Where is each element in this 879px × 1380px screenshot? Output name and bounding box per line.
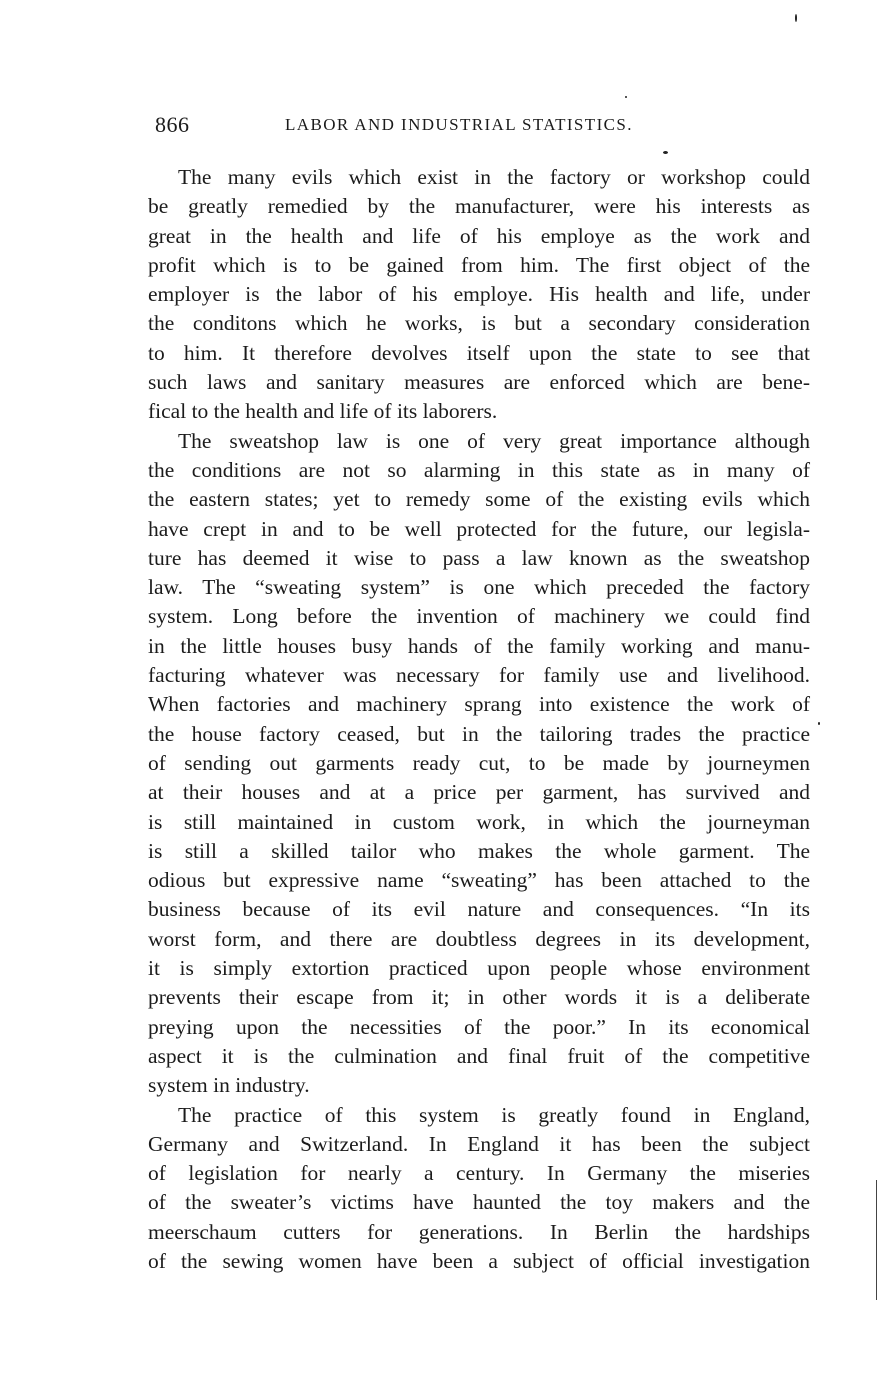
text-line: it is simply extortion practiced upon people whose environment <box>148 956 810 981</box>
text-line: prevents their escape from it; in other words it is a deliberate <box>148 985 810 1010</box>
text-line: of the sewing women have been a subject of official investigation <box>148 1248 810 1273</box>
text-line: system. Long before the invention of machinery we could find <box>148 604 810 629</box>
text-line: business because of its evil nature and consequences. “In its <box>148 897 810 922</box>
scan-speck <box>818 722 820 725</box>
text-line: the conditions are not so alarming in this state as in many of <box>148 457 810 482</box>
running-title: LABOR AND INDUSTRIAL STATISTICS. <box>285 115 633 134</box>
paragraph-2 <box>148 427 810 1101</box>
text-line: is still a skilled tailor who makes the whole garment. The <box>148 838 810 863</box>
text-line: in the little houses busy hands of the family working and manu- <box>148 633 810 658</box>
text-line: Germany and Switzerland. In England it has been the subject <box>148 1131 810 1156</box>
scan-speck <box>795 14 797 22</box>
text-line: law. The “sweating system” is one which preceded the factory <box>148 575 810 600</box>
page-number: 866 <box>155 112 190 137</box>
text-line: fical to the health and life of its laborers. <box>148 399 498 424</box>
text-line: odious but expressive name “sweating” has been attached to the <box>148 868 810 893</box>
text-line: be greatly remedied by the manufacturer, were his interests as <box>148 194 810 219</box>
text-line: such laws and sanitary measures are enforced which are bene- <box>148 370 810 395</box>
text-line: the conditons which he works, is but a secondary consideration <box>148 311 810 336</box>
scan-edge-line <box>876 1180 877 1300</box>
text-line: the eastern states; yet to remedy some of the existing evils which <box>148 487 810 512</box>
paragraph-3 <box>148 1101 810 1277</box>
body-text <box>148 163 810 1276</box>
text-line: profit which is to be gained from him. The first object of the <box>148 252 810 277</box>
text-line: is still maintained in custom work, in which the journeyman <box>148 809 810 834</box>
text-line: The sweatshop law is one of very great importance although <box>178 428 810 453</box>
text-line: The many evils which exist in the factory or workshop could <box>178 165 810 189</box>
text-line: system in industry. <box>148 1073 310 1098</box>
text-line: of legislation for nearly a century. In Germany the miseries <box>148 1161 810 1186</box>
text-line: great in the health and life of his employe as the work and <box>148 223 810 248</box>
text-line: aspect it is the culmination and final fruit of the competitive <box>148 1043 810 1068</box>
text-line: preying upon the necessities of the poor.” In its economical <box>148 1014 810 1039</box>
text-line: have crept in and to be well protected for the future, our legisla- <box>148 516 810 541</box>
running-head <box>155 112 825 142</box>
text-line: the house factory ceased, but in the tailoring trades the practice <box>148 721 810 746</box>
text-line: ture has deemed it wise to pass a law known as the sweatshop <box>148 545 810 570</box>
text-line: of the sweater’s victims have haunted the toy makers and the <box>148 1190 810 1215</box>
text-line: The practice of this system is greatly found in England, <box>178 1102 810 1127</box>
text-line: facturing whatever was necessary for family use and livelihood. <box>148 663 810 688</box>
text-line: worst form, and there are doubtless degrees in its development, <box>148 926 810 951</box>
text-line: of sending out garments ready cut, to be made by journeymen <box>148 750 810 775</box>
scan-speck <box>663 151 668 154</box>
paragraph-1 <box>148 163 810 427</box>
text-line: to him. It therefore devolves itself upon the state to see that <box>148 340 810 365</box>
text-line: employer is the labor of his employe. His health and life, under <box>148 282 810 307</box>
text-line: at their houses and at a price per garment, has survived and <box>148 780 810 805</box>
scan-speck <box>625 96 627 98</box>
text-line: meerschaum cutters for generations. In Berlin the hardships <box>148 1219 810 1244</box>
text-line: When factories and machinery sprang into existence the work of <box>148 692 810 717</box>
